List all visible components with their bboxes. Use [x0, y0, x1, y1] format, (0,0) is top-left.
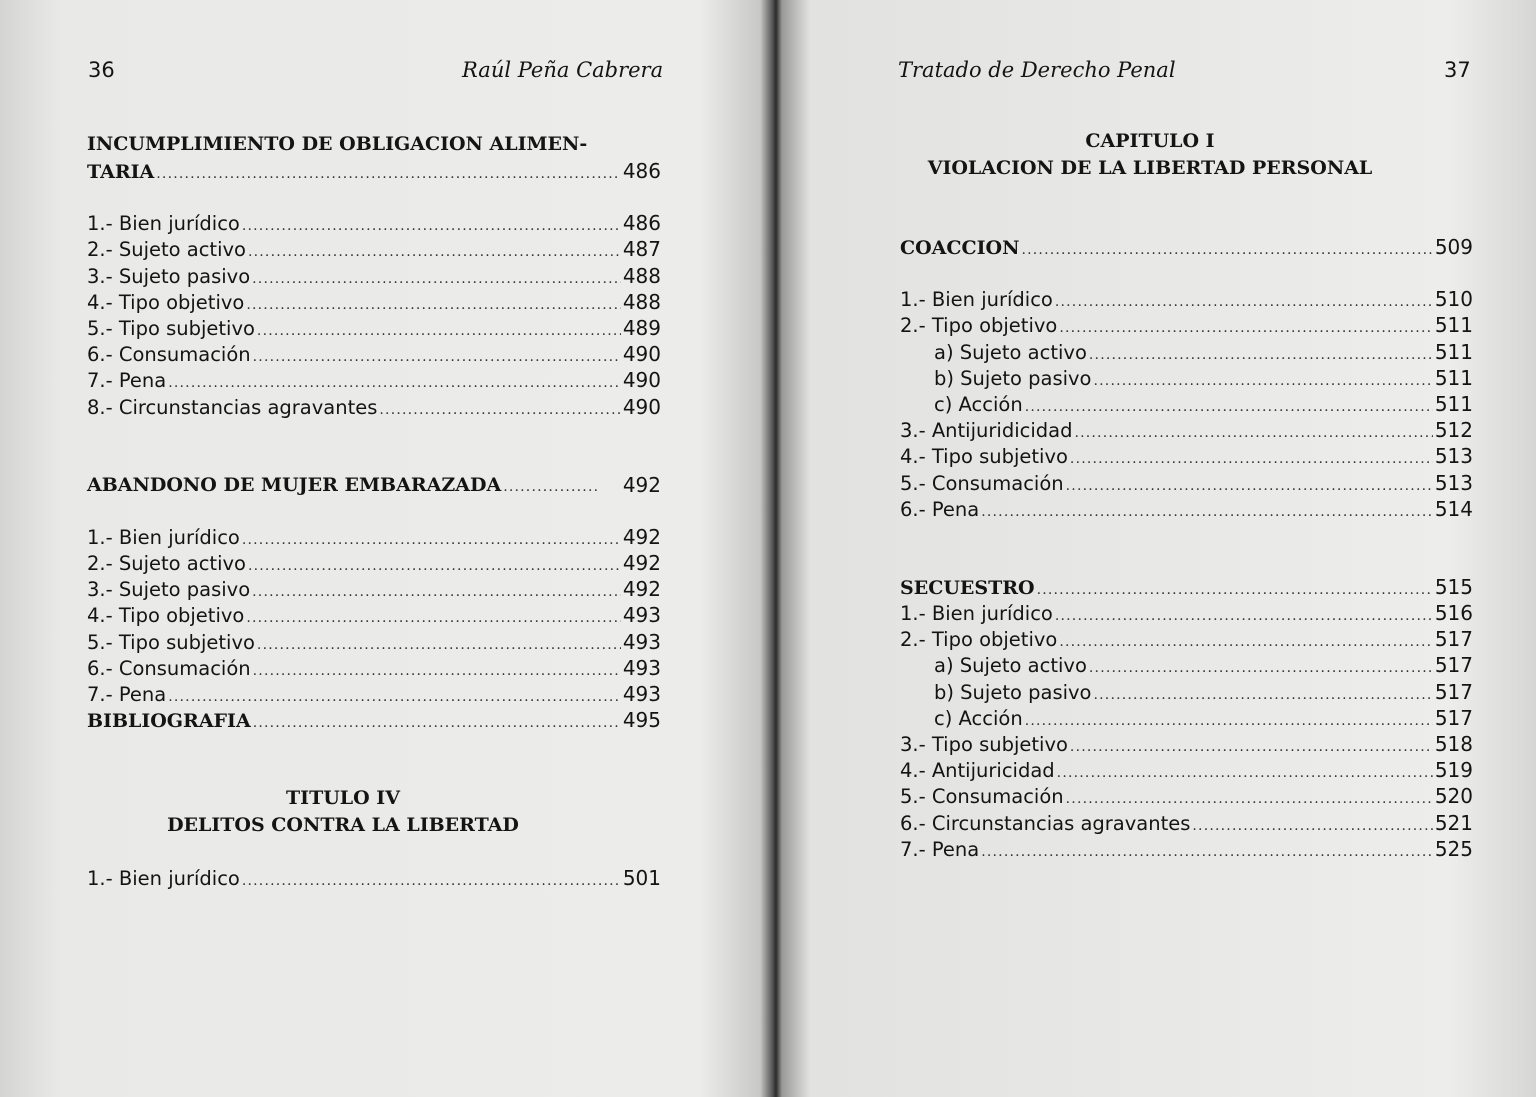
leader-dots — [156, 161, 621, 187]
toc-entry — [87, 394, 661, 420]
toc-entry-label: 4.- Tipo subjetivo — [900, 445, 1068, 469]
leader-dots — [1066, 786, 1433, 812]
spacer — [87, 839, 661, 865]
abandono-title-row — [87, 472, 602, 498]
leader-dots — [503, 474, 600, 500]
toc-entry — [900, 626, 1473, 652]
toc-entry-label: 6.- Circunstancias agravantes — [900, 811, 1191, 835]
toc-entry — [87, 263, 661, 289]
toc-entry-label: 5.- Tipo subjetivo — [87, 630, 255, 654]
right-running-head: Tratado de Derecho Penal — [898, 58, 1176, 82]
leader-dots — [1070, 446, 1433, 472]
toc-entry-page: 493 — [622, 603, 661, 628]
toc-entry — [900, 339, 1473, 365]
toc-entry — [900, 496, 1473, 522]
leader-dots — [1057, 760, 1433, 786]
toc-entry — [87, 289, 661, 315]
toc-entry-page: 490 — [622, 342, 661, 367]
toc-entry-label: 6.- Pena — [900, 497, 980, 521]
toc-entry-page: 489 — [622, 315, 661, 340]
coaccion-title: COACCION — [900, 237, 1020, 259]
bibliografia-row — [87, 707, 661, 733]
toc-entry-label: 2.- Tipo objetivo — [900, 628, 1058, 652]
leader-dots — [253, 658, 621, 684]
toc-entry — [900, 286, 1473, 312]
leader-dots — [246, 605, 620, 631]
toc-entry-label: 6.- Consumación — [87, 343, 251, 367]
toc-entry-label: 4.- Antijuricidad — [900, 759, 1055, 783]
toc-entry-page: 486 — [622, 211, 661, 236]
toc-entry-label: 5.- Consumación — [900, 785, 1064, 809]
titulo-list — [87, 865, 661, 891]
abandono-title: ABANDONO DE MUJER EMBARAZADA — [87, 473, 502, 496]
leader-dots — [1089, 342, 1433, 368]
toc-entry-page: 517 — [1434, 653, 1473, 678]
toc-entry-label: 2.- Sujeto activo — [87, 238, 246, 262]
coaccion-list — [900, 286, 1473, 522]
toc-entry — [87, 524, 661, 550]
abandono-list — [87, 524, 661, 707]
toc-entry-label: 7.- Pena — [87, 683, 167, 706]
toc-entry-page: 511 — [1434, 391, 1473, 416]
capitulo-heading — [900, 128, 1400, 182]
toc-entry-page: 513 — [1434, 444, 1473, 469]
toc-entry-page: 511 — [1434, 313, 1473, 338]
toc-entry-page: 511 — [1434, 339, 1473, 364]
spacer — [87, 184, 661, 210]
toc-entry — [87, 236, 661, 262]
leader-dots — [1037, 577, 1433, 603]
incumplimiento-title-line1: INCUMPLIMIENTO DE OBLIGACION ALIMEN- — [87, 133, 588, 155]
toc-entry-page: 519 — [1434, 758, 1473, 783]
spacer — [87, 498, 661, 524]
left-toc — [87, 131, 661, 892]
toc-entry-page: 492 — [622, 524, 661, 549]
toc-entry-label: 7.- Pena — [87, 369, 167, 393]
leader-dots — [1055, 603, 1433, 629]
toc-entry-label: b) Sujeto pasivo — [934, 680, 1092, 704]
toc-entry-page: 492 — [622, 577, 661, 602]
leader-dots — [1021, 237, 1432, 263]
toc-entry-label: 3.- Antijuridicidad — [900, 419, 1073, 443]
spacer — [87, 446, 661, 472]
toc-entry — [900, 836, 1473, 862]
toc-entry — [87, 655, 661, 681]
toc-entry — [87, 367, 661, 393]
spacer — [900, 260, 1473, 286]
toc-entry-label: 5.- Consumación — [900, 471, 1064, 495]
toc-entry — [87, 341, 661, 367]
spacer — [900, 182, 1473, 208]
toc-entry-page: 514 — [1434, 496, 1473, 521]
toc-entry-page: 488 — [622, 263, 661, 288]
toc-entry-page: 517 — [1434, 627, 1473, 652]
leader-dots — [1074, 420, 1432, 446]
toc-entry — [87, 576, 661, 602]
toc-entry-label: 3.- Sujeto pasivo — [87, 578, 251, 602]
toc-entry — [87, 865, 661, 891]
leader-dots — [1025, 708, 1433, 734]
leader-dots — [1070, 734, 1433, 760]
leader-dots — [257, 632, 621, 658]
leader-dots — [981, 839, 1433, 865]
toc-entry-page: 525 — [1434, 836, 1473, 861]
spacer — [87, 759, 661, 785]
right-toc — [900, 128, 1473, 862]
toc-entry — [87, 629, 661, 655]
secuestro-list — [900, 600, 1473, 862]
toc-entry-page: 511 — [1434, 365, 1473, 390]
toc-entry — [900, 652, 1473, 678]
toc-entry — [900, 470, 1473, 496]
leader-dots — [252, 266, 621, 292]
spacer — [900, 522, 1473, 548]
secuestro-title-row — [900, 574, 1473, 600]
toc-entry — [87, 210, 661, 236]
titulo-heading — [87, 785, 599, 839]
toc-entry — [900, 810, 1473, 836]
toc-entry — [900, 417, 1473, 443]
toc-entry — [900, 365, 1473, 391]
toc-entry-label: a) Sujeto activo — [934, 340, 1087, 364]
leader-dots — [981, 499, 1433, 525]
bibliografia-label: BIBLIOGRAFIA — [87, 710, 251, 733]
bibliografia-page: 495 — [622, 708, 661, 733]
leader-dots — [242, 213, 621, 239]
leader-dots — [1094, 368, 1433, 394]
toc-entry-page: 517 — [1434, 679, 1473, 704]
leader-dots — [257, 318, 621, 344]
incumplimiento-title-row — [87, 158, 661, 184]
right-page-number: 37 — [1444, 58, 1471, 82]
toc-entry-label: c) Acción — [934, 706, 1023, 730]
toc-entry-page: 521 — [1434, 810, 1473, 835]
toc-entry-page: 501 — [622, 866, 661, 891]
capitulo-line2: VIOLACION DE LA LIBERTAD PERSONAL — [927, 157, 1373, 179]
leader-dots — [242, 527, 621, 553]
spacer — [900, 208, 1473, 234]
incumplimiento-title-page: 486 — [622, 159, 661, 183]
toc-entry-page: 493 — [622, 655, 661, 680]
spacer — [87, 420, 661, 446]
spacer — [87, 733, 661, 759]
toc-entry-page: 490 — [622, 394, 661, 419]
leader-dots — [248, 553, 621, 579]
toc-entry-label: 1.- Bien jurídico — [900, 288, 1053, 312]
incumplimiento-list — [87, 210, 661, 420]
leader-dots — [246, 292, 620, 318]
toc-entry-page: 492 — [622, 551, 661, 576]
titulo-line2: DELITOS CONTRA LA LIBERTAD — [167, 814, 519, 837]
toc-entry-label: 3.- Sujeto pasivo — [87, 264, 251, 288]
leader-dots — [1059, 629, 1432, 655]
toc-entry — [900, 783, 1473, 809]
toc-entry-page: 510 — [1434, 287, 1473, 312]
toc-entry-page: 518 — [1434, 732, 1473, 756]
toc-entry-page: 488 — [622, 289, 661, 314]
toc-entry — [900, 731, 1473, 757]
leader-dots — [1192, 813, 1432, 839]
secuestro-title-page: 515 — [1434, 574, 1473, 599]
leader-dots — [252, 579, 621, 605]
toc-entry-label: 1.- Bien jurídico — [87, 525, 240, 549]
toc-entry-label: a) Sujeto activo — [934, 654, 1087, 678]
secuestro-title: SECUESTRO — [900, 576, 1035, 599]
toc-entry — [900, 679, 1473, 705]
leader-dots — [253, 710, 621, 736]
toc-entry — [87, 315, 661, 341]
toc-entry — [900, 757, 1473, 783]
toc-entry — [900, 443, 1473, 469]
toc-entry-label: 7.- Pena — [900, 837, 980, 861]
leader-dots — [1059, 315, 1432, 341]
leader-dots — [168, 370, 621, 396]
capitulo-line1: CAPITULO I — [1085, 130, 1215, 152]
toc-entry-label: 6.- Consumación — [87, 656, 251, 680]
toc-entry-label: 3.- Tipo subjetivo — [900, 733, 1068, 756]
coaccion-title-row — [900, 234, 1473, 260]
toc-entry — [900, 600, 1473, 626]
left-running-head: Raúl Peña Cabrera — [462, 58, 664, 82]
toc-entry-page: 487 — [622, 237, 661, 262]
toc-entry-page: 490 — [622, 368, 661, 393]
left-page-number: 36 — [88, 58, 115, 82]
toc-entry-label: 1.- Bien jurídico — [87, 212, 240, 236]
spacer — [900, 548, 1473, 574]
titulo-line1: TITULO IV — [286, 787, 400, 810]
leader-dots — [242, 868, 621, 894]
toc-entry — [900, 312, 1473, 338]
toc-entry-label: 2.- Sujeto activo — [87, 552, 246, 576]
toc-entry-label: 2.- Tipo objetivo — [900, 314, 1058, 338]
leader-dots — [1025, 394, 1433, 420]
toc-entry-page: 516 — [1434, 601, 1473, 626]
toc-entry-label: 8.- Circunstancias agravantes — [87, 395, 378, 419]
leader-dots — [1094, 682, 1433, 708]
toc-entry-label: 4.- Tipo objetivo — [87, 604, 245, 628]
toc-entry — [87, 602, 661, 628]
abandono-title-page: 492 — [622, 472, 661, 497]
leader-dots — [1066, 473, 1433, 499]
toc-entry-page: 493 — [622, 629, 661, 654]
toc-entry — [87, 681, 661, 707]
leader-dots — [253, 344, 621, 370]
leader-dots — [248, 239, 621, 265]
toc-entry-page: 517 — [1434, 705, 1473, 730]
right-page — [780, 0, 1536, 1097]
toc-entry-page: 493 — [622, 682, 661, 706]
leader-dots — [379, 397, 620, 423]
toc-entry-label: 5.- Tipo subjetivo — [87, 316, 255, 340]
toc-entry-page: 513 — [1434, 470, 1473, 495]
toc-entry-page: 512 — [1434, 418, 1473, 443]
toc-entry — [87, 550, 661, 576]
toc-entry — [900, 705, 1473, 731]
leader-dots — [1055, 289, 1433, 315]
leader-dots — [1089, 655, 1433, 681]
toc-entry — [900, 391, 1473, 417]
leader-dots — [168, 684, 621, 710]
toc-entry-page: 520 — [1434, 784, 1473, 809]
toc-entry-label: b) Sujeto pasivo — [934, 366, 1092, 390]
toc-entry-label: c) Acción — [934, 392, 1023, 416]
coaccion-title-page: 509 — [1434, 235, 1473, 259]
toc-entry-label: 4.- Tipo objetivo — [87, 290, 245, 314]
toc-entry-label: 1.- Bien jurídico — [900, 602, 1053, 626]
incumplimiento-title-line2: TARIA — [87, 161, 155, 183]
toc-entry-label: 1.- Bien jurídico — [87, 867, 240, 891]
